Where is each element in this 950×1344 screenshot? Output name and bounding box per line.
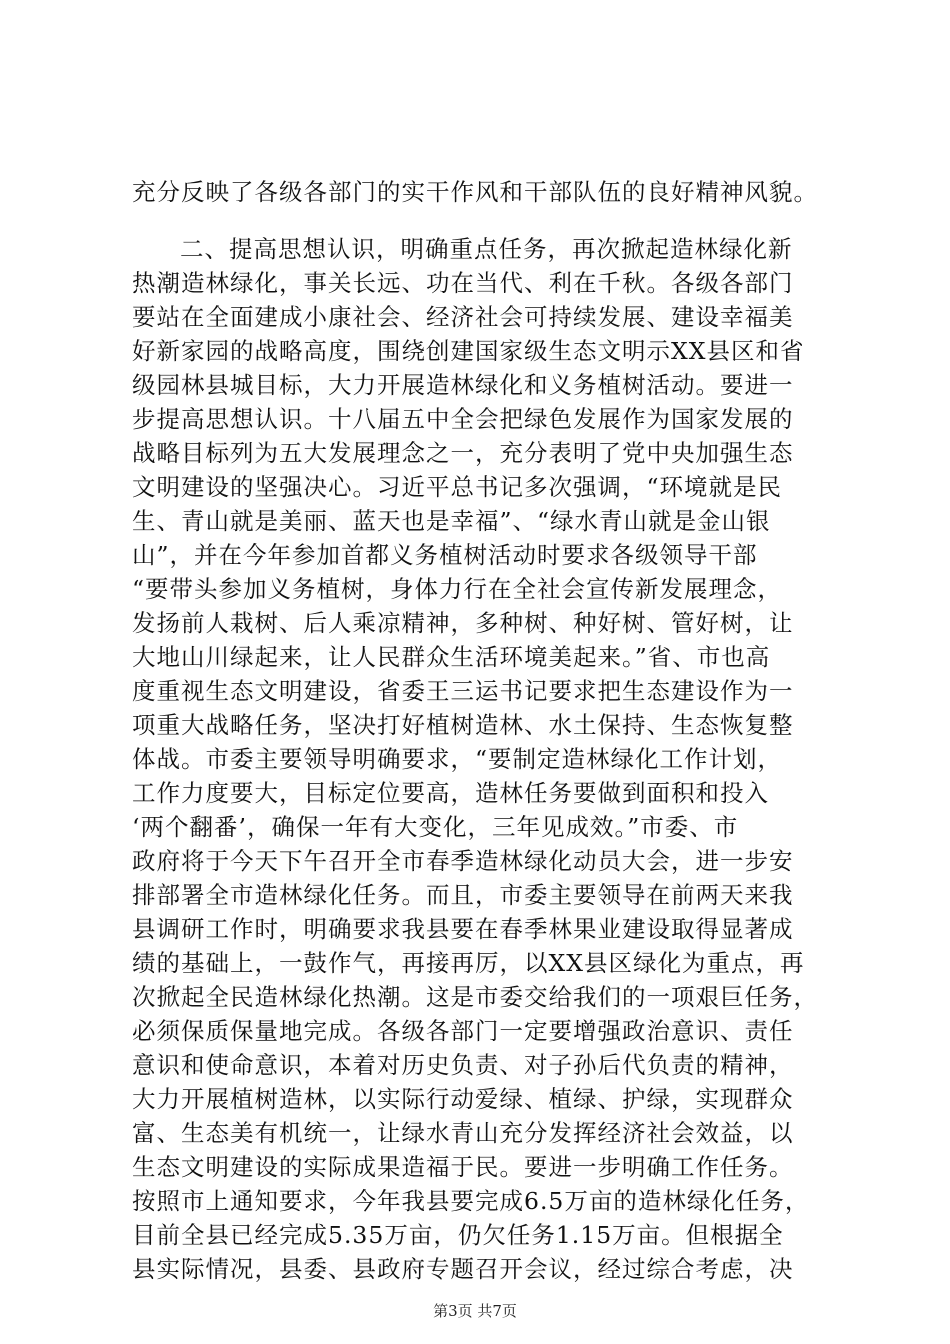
text-line: 大力开展植树造林，以实际行动爱绿、植绿、护绿，实现群众 <box>132 1085 794 1113</box>
text-line: “要带头参加义务植树，身体力行在全社会宣传新发展理念， <box>132 575 783 603</box>
text-line: 目前全县已经完成5.35万亩，仍欠任务1.15万亩。但根据全 <box>132 1221 784 1249</box>
text-line: 度重视生态文明建设，省委王三运书记要求把生态建设作为一 <box>132 677 794 705</box>
page-footer: 第3页 共7页 <box>433 1302 517 1320</box>
text-line: 步提高思想认识。十八届五中全会把绿色发展作为国家发展的 <box>132 405 794 433</box>
text-line: 山”，并在今年参加首都义务植树活动时要求各级领导干部 <box>132 541 758 569</box>
text-line: 意识和使命意识，本着对历史负责、对子孙后代负责的精神， <box>132 1051 794 1079</box>
text-line: 绩的基础上，一鼓作气，再接再厉，以XX县区绿化为重点，再 <box>132 949 805 977</box>
text-line: 热潮造林绿化，事关长远、功在当代、利在千秋。各级各部门 <box>132 269 794 297</box>
text-line: 富、生态美有机统一，让绿水青山充分发挥经济社会效益，以 <box>132 1119 794 1147</box>
text-line: 项重大战略任务，坚决打好植树造林、水土保持、生态恢复整 <box>132 711 794 739</box>
text-line: 文明建设的坚强决心。习近平总书记多次强调，“环境就是民 <box>132 473 783 501</box>
text-line: 次掀起全民造林绿化热潮。这是市委交给我们的一项艰巨任务， <box>132 983 818 1011</box>
text-line: ‘两个翻番’，确保一年有大变化，三年见成效。”市委、市 <box>132 813 739 841</box>
text-line: 大地山川绿起来，让人民群众生活环境美起来。”省、市也高 <box>132 643 771 671</box>
text-line: 按照市上通知要求，今年我县要完成6.5万亩的造林绿化任务， <box>132 1187 810 1215</box>
text-line: 排部署全市造林绿化任务。而且，市委主要领导在前两天来我 <box>132 881 794 909</box>
text-line: 战略目标列为五大发展理念之一，充分表明了党中央加强生态 <box>132 439 794 467</box>
text-line: 发扬前人栽树、后人乘凉精神，多种树、种好树、管好树，让 <box>132 609 794 637</box>
text-line: 体战。市委主要领导明确要求，“要制定造林绿化工作计划， <box>132 745 783 773</box>
text-line: 工作力度要大，目标定位要高，造林任务要做到面积和投入 <box>132 779 769 807</box>
text-line: 政府将于今天下午召开全市春季造林绿化动员大会，进一步安 <box>132 847 794 875</box>
text-line: 二、提高思想认识，明确重点任务，再次掀起造林绿化新 <box>180 235 793 263</box>
text-line: 必须保质保量地完成。各级各部门一定要增强政治意识、责任 <box>132 1017 794 1045</box>
text-line: 县实际情况，县委、县政府专题召开会议，经过综合考虑，决 <box>132 1255 794 1283</box>
text-line: 生态文明建设的实际成果造福于民。要进一步明确工作任务。 <box>132 1153 794 1181</box>
text-line: 好新家园的战略高度，围绕创建国家级生态文明示XX县区和省 <box>132 337 805 365</box>
text-line: 要站在全面建成小康社会、经济社会可持续发展、建设幸福美 <box>132 303 794 331</box>
text-line: 充分反映了各级各部门的实干作风和干部队伍的良好精神风貌。 <box>132 178 818 206</box>
text-line: 县调研工作时，明确要求我县要在春季林果业建设取得显著成 <box>132 915 794 943</box>
text-line: 级园林县城目标，大力开展造林绿化和义务植树活动。要进一 <box>132 371 794 399</box>
text-line: 生、青山就是美丽、蓝天也是幸福”、“绿水青山就是金山银 <box>132 507 771 535</box>
